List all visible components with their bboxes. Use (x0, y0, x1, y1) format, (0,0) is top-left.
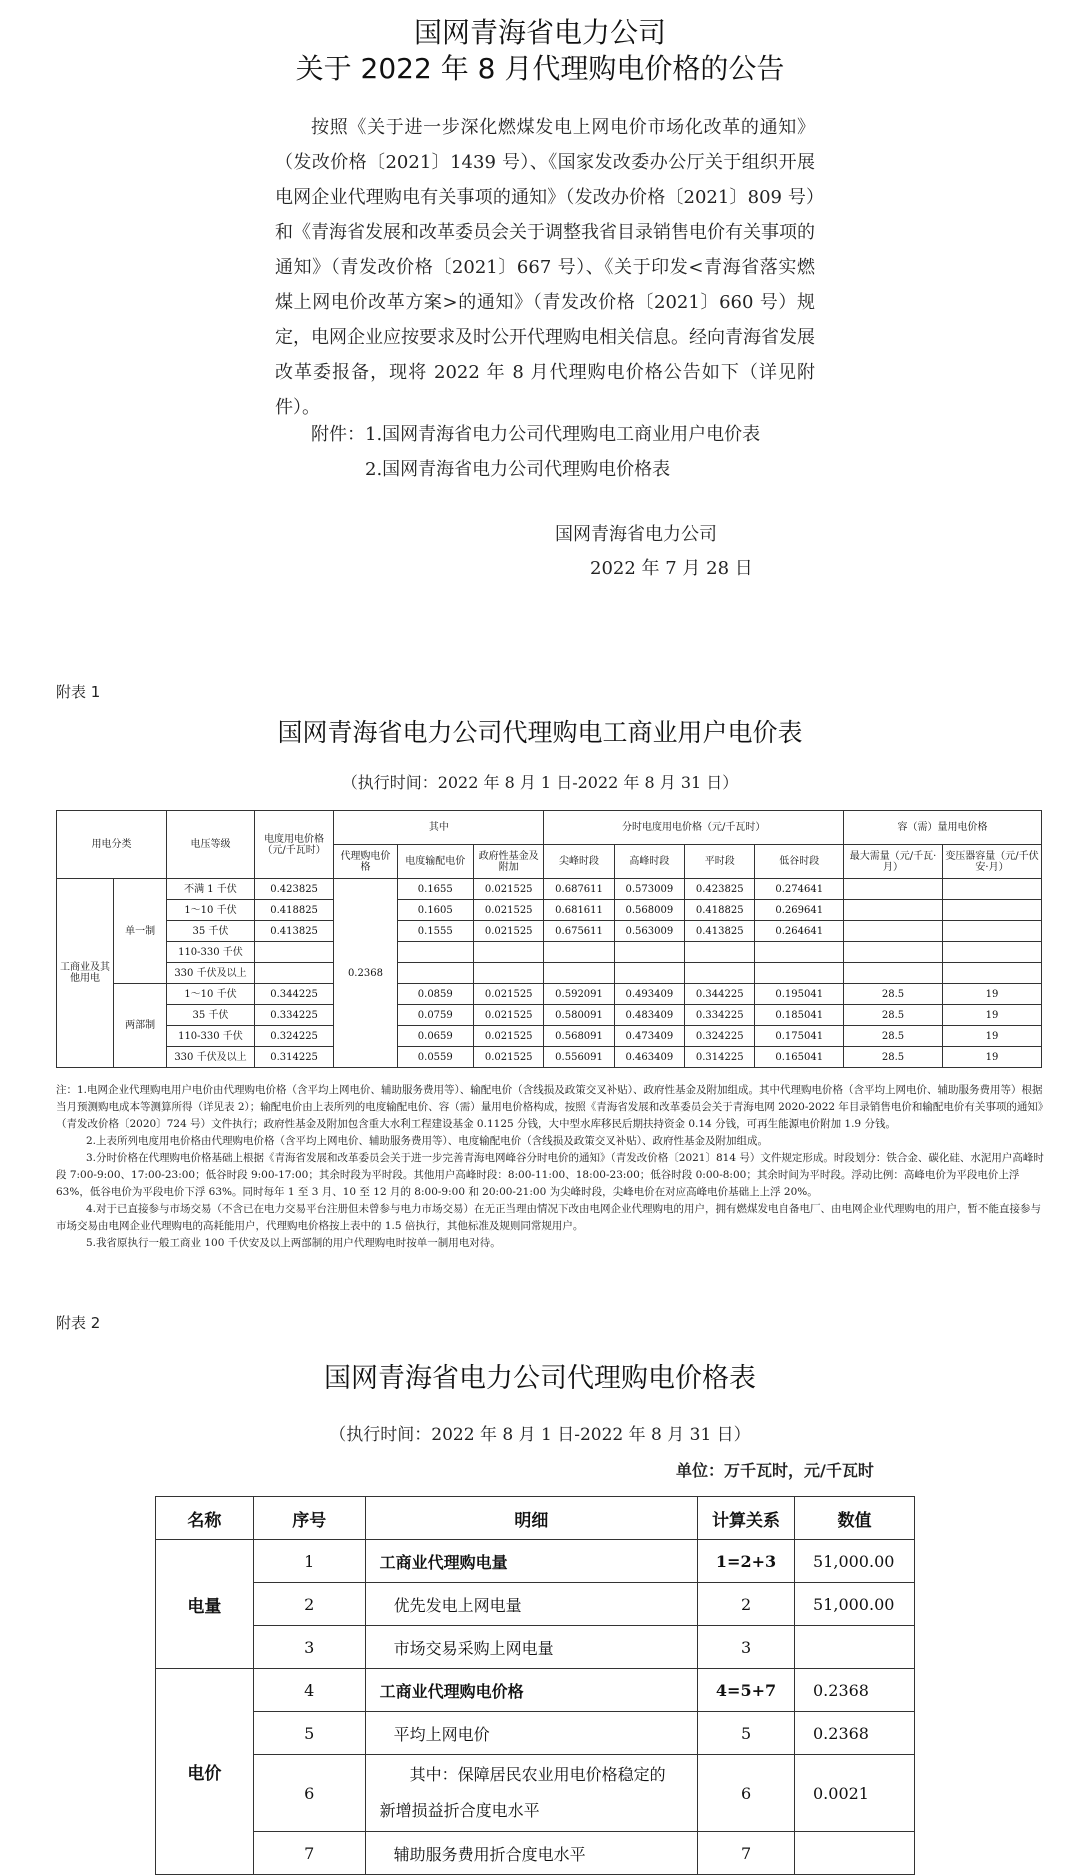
table2-unit: 单位：万千瓦时，元/千瓦时 (676, 1461, 874, 1480)
notice-body-paragraph: 按照《关于进一步深化燃煤发电上网电价市场化改革的通知》（发改价格〔2021〕1439 号）、《国家发改委办公厅关于组织开展电网企业代理购电有关事项的通知》（发改办价格〔2021〕809 号）和《青海省发展和改革委员会关于调整我省目录销售电价有关事项的通知》（青发改价格〔2021〕667 号）、《关于印发<青海省落实燃煤上网电价改革方案>的通知》（青发改价格〔2021〕660 号）规定，电网企业应按要求及时公开代理购电相关信息。经向青海省发展改革委报备，现将 2022 年 8 月代理购电价格公告如下（详见附件）。 (275, 117, 815, 418)
detail-line-2: 新增损益折合度电水平 (379, 1801, 540, 1820)
table-row (156, 1712, 915, 1755)
peak-cell: 0.573009 (614, 879, 684, 900)
seq-cell: 5 (253, 1712, 365, 1755)
valley-cell (755, 963, 844, 984)
table1-label: 附表 1 (56, 683, 101, 701)
table-row (156, 1832, 915, 1875)
demand-cell: 28.5 (844, 1047, 943, 1068)
valley-cell: 0.274641 (755, 879, 844, 900)
sharp-cell: 0.675611 (544, 921, 614, 942)
table1-notes (56, 1082, 1046, 1252)
demand-cell: 28.5 (844, 984, 943, 1005)
transformer-cell (943, 921, 1042, 942)
detail-cell: 优先发电上网电量 (365, 1583, 697, 1626)
price-cell: 0.413825 (254, 921, 334, 942)
fund-cell: 0.021525 (474, 984, 544, 1005)
peak-cell: 0.493409 (614, 984, 684, 1005)
transmission-cell: 0.1605 (397, 900, 473, 921)
header-agency-price: 代理购电价格 (334, 845, 397, 879)
note-1: 注：1.电网企业代理购电用户电价由代理购电价格（含平均上网电价、辅助服务费用等）、输配电价（含线损及政策交叉补贴）、政府性基金及附加组成。其中代理购电价格（含平均上网电价、辅助服务费用等）根据当月预测购电成本等测算所得（详见表 2）；输配电价由上表所列的电度输配电价、容（需）量用电价格构成，按照《青海省发展和改革委员会关于青海电网 2020-2022 年目录销售电价和输配电价有关事项的通知》（青发改价格〔2020〕724 号）文件执行；政府性基金及附加包含重大水利工程建设基金 0.1125 分钱，大中型水库移民后期扶持资金 0.14 分钱，可再生能源电价附加 1.9 分钱。 (56, 1084, 1044, 1130)
transformer-cell (943, 963, 1042, 984)
table2-price-table (155, 1496, 915, 1875)
header-among: 其中 (334, 811, 544, 845)
table-row (57, 1047, 1042, 1068)
table2-title: 国网青海省电力公司代理购电价格表 (324, 1363, 756, 1394)
fund-cell (474, 963, 544, 984)
flat-cell: 0.418825 (685, 900, 755, 921)
table2-label: 附表 2 (56, 1314, 101, 1332)
value-cell: 0.2368 (795, 1669, 915, 1712)
voltage-cell: 1～10 千伏 (167, 900, 255, 921)
detail-cell: 市场交易采购上网电量 (365, 1626, 697, 1669)
price-cell (254, 963, 334, 984)
fund-cell: 0.021525 (474, 1026, 544, 1047)
transmission-cell: 0.0859 (397, 984, 473, 1005)
voltage-cell: 1～10 千伏 (167, 984, 255, 1005)
header-peak: 高峰时段 (614, 845, 684, 879)
table1-title: 国网青海省电力公司代理购电工商业用户电价表 (277, 718, 803, 747)
transformer-cell: 19 (943, 1047, 1042, 1068)
flat-cell: 0.423825 (685, 879, 755, 900)
calc-cell: 3 (698, 1626, 795, 1669)
flat-cell (685, 942, 755, 963)
table-row (156, 1583, 915, 1626)
table1-period: （执行时间：2022 年 8 月 1 日-2022 年 8 月 31 日） (341, 773, 739, 792)
transformer-cell: 19 (943, 1026, 1042, 1047)
valley-cell: 0.175041 (755, 1026, 844, 1047)
header-name: 名称 (156, 1497, 254, 1540)
sharp-cell (544, 942, 614, 963)
table-row (57, 1026, 1042, 1047)
header-fund: 政府性基金及附加 (474, 845, 544, 879)
sharp-cell (544, 963, 614, 984)
transformer-cell (943, 879, 1042, 900)
flat-cell: 0.334225 (685, 1005, 755, 1026)
detail-cell: 工商业代理购电量 (365, 1540, 697, 1583)
flat-cell: 0.324225 (685, 1026, 755, 1047)
peak-cell: 0.568009 (614, 900, 684, 921)
transformer-cell: 19 (943, 1005, 1042, 1026)
voltage-cell: 35 千伏 (167, 1005, 255, 1026)
calc-cell: 2 (698, 1583, 795, 1626)
sharp-cell: 0.568091 (544, 1026, 614, 1047)
sharp-cell: 0.556091 (544, 1047, 614, 1068)
price-cell: 0.344225 (254, 984, 334, 1005)
transmission-cell: 0.0559 (397, 1047, 473, 1068)
transmission-cell: 0.1655 (397, 879, 473, 900)
signature-org: 国网青海省电力公司 (555, 524, 717, 545)
demand-cell (844, 900, 943, 921)
transformer-cell: 19 (943, 984, 1042, 1005)
calc-cell: 6 (698, 1755, 795, 1832)
note-2: 2.上表所列电度用电价格由代理购电价格（含平均上网电价、辅助服务费用等）、电度输配电价（含线损及政策交叉补贴）、政府性基金及附加组成。 (86, 1135, 769, 1147)
transmission-cell: 0.1555 (397, 921, 473, 942)
transmission-cell: 0.0759 (397, 1005, 473, 1026)
detail-cell (365, 1755, 697, 1832)
sharp-cell: 0.687611 (544, 879, 614, 900)
peak-cell (614, 963, 684, 984)
flat-cell (685, 963, 755, 984)
value-cell (795, 1626, 915, 1669)
demand-cell (844, 963, 943, 984)
header-value: 数值 (795, 1497, 915, 1540)
demand-cell (844, 942, 943, 963)
fund-cell: 0.021525 (474, 921, 544, 942)
detail-cell: 工商业代理购电价格 (365, 1669, 697, 1712)
seq-cell: 2 (253, 1583, 365, 1626)
sharp-cell: 0.580091 (544, 1005, 614, 1026)
table-row (57, 942, 1042, 963)
flat-cell: 0.413825 (685, 921, 755, 942)
header-energy-price: 电度用电价格（元/千瓦时） (254, 811, 334, 879)
seq-cell: 6 (253, 1755, 365, 1832)
detail-line-1: 其中：保障居民农业用电价格稳定的 (409, 1765, 666, 1784)
header-calc: 计算关系 (698, 1497, 795, 1540)
agency-price-cell: 0.2368 (334, 879, 397, 1068)
seq-cell: 7 (253, 1832, 365, 1875)
calc-cell: 5 (698, 1712, 795, 1755)
voltage-cell: 35 千伏 (167, 921, 255, 942)
header-seq: 序号 (253, 1497, 365, 1540)
table-row (57, 984, 1042, 1005)
header-capacity: 容（需）量用电价格 (844, 811, 1042, 845)
seq-cell: 3 (253, 1626, 365, 1669)
peak-cell: 0.563009 (614, 921, 684, 942)
detail-cell: 平均上网电价 (365, 1712, 697, 1755)
detail-cell: 辅助服务费用折合度电水平 (365, 1832, 697, 1875)
valley-cell: 0.269641 (755, 900, 844, 921)
sharp-cell: 0.681611 (544, 900, 614, 921)
demand-cell (844, 921, 943, 942)
calc-cell: 1=2+3 (698, 1540, 795, 1583)
voltage-cell: 330 千伏及以上 (167, 1047, 255, 1068)
peak-cell: 0.463409 (614, 1047, 684, 1068)
signature-date: 2022 年 7 月 28 日 (590, 558, 753, 579)
group-price-cell: 电价 (156, 1669, 254, 1875)
table2-period: （执行时间：2022 年 8 月 1 日-2022 年 8 月 31 日） (329, 1425, 751, 1445)
peak-cell: 0.483409 (614, 1005, 684, 1026)
price-cell: 0.334225 (254, 1005, 334, 1026)
fund-cell: 0.021525 (474, 879, 544, 900)
value-cell: 51,000.00 (795, 1540, 915, 1583)
value-cell: 0.2368 (795, 1712, 915, 1755)
notice-title-line1: 国网青海省电力公司 (413, 16, 666, 49)
table-row (156, 1626, 915, 1669)
transmission-cell (397, 942, 473, 963)
note-4: 4.对于已直接参与市场交易（不含已在电力交易平台注册但未曾参与电力市场交易）在无正当理由情况下改由电网企业代理购电的用户，拥有燃煤发电自备电厂、由电网企业代理购电的用户，暂不能直接参与市场交易由电网企业代理购电的高耗能用户，代理购电价格按上表中的 1.5 倍执行，其他标准及规则同常规用户。 (56, 1203, 1042, 1232)
category-cell: 工商业及其他用电 (57, 879, 114, 1068)
voltage-cell: 110-330 千伏 (167, 1026, 255, 1047)
peak-cell (614, 942, 684, 963)
voltage-cell: 110-330 千伏 (167, 942, 255, 963)
header-transmission: 电度输配电价 (397, 845, 473, 879)
calc-cell: 4=5+7 (698, 1669, 795, 1712)
transformer-cell (943, 900, 1042, 921)
table-row (57, 900, 1042, 921)
transmission-cell (397, 963, 473, 984)
table-row (57, 963, 1042, 984)
table-row (156, 1755, 915, 1832)
calc-cell: 7 (698, 1832, 795, 1875)
group-energy-cell: 电量 (156, 1540, 254, 1669)
header-voltage: 电压等级 (167, 811, 255, 879)
attachment-line-2: 2.国网青海省电力公司代理购电价格表 (365, 459, 671, 480)
price-cell: 0.314225 (254, 1047, 334, 1068)
price-cell: 0.418825 (254, 900, 334, 921)
valley-cell: 0.195041 (755, 984, 844, 1005)
peak-cell: 0.473409 (614, 1026, 684, 1047)
value-cell: 0.0021 (795, 1755, 915, 1832)
price-cell: 0.423825 (254, 879, 334, 900)
table-row (57, 879, 1042, 900)
transformer-cell (943, 942, 1042, 963)
price-cell (254, 942, 334, 963)
demand-cell (844, 879, 943, 900)
header-max-demand: 最大需量（元/千瓦·月） (844, 845, 943, 879)
header-valley: 低谷时段 (755, 845, 844, 879)
value-cell: 51,000.00 (795, 1583, 915, 1626)
valley-cell: 0.185041 (755, 1005, 844, 1026)
fund-cell: 0.021525 (474, 1005, 544, 1026)
flat-cell: 0.314225 (685, 1047, 755, 1068)
fund-cell (474, 942, 544, 963)
voltage-cell: 330 千伏及以上 (167, 963, 255, 984)
note-3: 3.分时价格在代理购电价格基础上根据《青海省发展和改革委员会关于进一步完善青海电网峰谷分时电价的通知》（青发改价格〔2021〕814 号）文件规定形成。时段划分：铁合金、碳化硅、水泥用户高峰时段 7:00-9:00、17:00-23:00；低谷时段 9:00-17:00；其余时段为平时段。其他用户高峰时段：8:00-11:00、18:00-23:00；低谷时段 0:00-8:00；其余时间为平时段。浮动比例：高峰电价为平段电价上浮 63%，低谷电价为平段电价下浮 63%。同时每年 1 至 3 月、10 至 12 月的 8:00-9:00 和 20:00-21:00 为尖峰时段，尖峰电价在对应高峰电价基础上上浮 20%。 (56, 1152, 1044, 1198)
demand-cell: 28.5 (844, 1005, 943, 1026)
notice-title-line2: 关于 2022 年 8 月代理购电价格的公告 (295, 52, 785, 85)
valley-cell: 0.165041 (755, 1047, 844, 1068)
notice-body (275, 110, 815, 425)
seq-cell: 1 (253, 1540, 365, 1583)
sharp-cell: 0.592091 (544, 984, 614, 1005)
table-row (156, 1540, 915, 1583)
demand-cell: 28.5 (844, 1026, 943, 1047)
note-5: 5.我省原执行一般工商业 100 千伏安及以上两部制的用户代理购电时按单一制用电对待。 (86, 1237, 501, 1249)
dual-rate-cell: 两部制 (114, 984, 167, 1068)
value-cell (795, 1832, 915, 1875)
fund-cell: 0.021525 (474, 900, 544, 921)
header-peak-sharp: 尖峰时段 (544, 845, 614, 879)
header-detail: 明细 (365, 1497, 697, 1540)
valley-cell: 0.264641 (755, 921, 844, 942)
fund-cell: 0.021525 (474, 1047, 544, 1068)
header-transformer: 变压器容量（元/千伏安·月） (943, 845, 1042, 879)
valley-cell (755, 942, 844, 963)
table1-price-table (56, 810, 1042, 1068)
seq-cell: 4 (253, 1669, 365, 1712)
table-row (156, 1669, 915, 1712)
header-tou: 分时电度用电价格（元/千瓦时） (544, 811, 844, 845)
table-row (57, 1005, 1042, 1026)
single-rate-cell: 单一制 (114, 879, 167, 984)
attachment-line-1: 附件：1.国网青海省电力公司代理购电工商业用户电价表 (311, 424, 761, 445)
header-flat: 平时段 (685, 845, 755, 879)
transmission-cell: 0.0659 (397, 1026, 473, 1047)
header-category: 用电分类 (57, 811, 167, 879)
flat-cell: 0.344225 (685, 984, 755, 1005)
price-cell: 0.324225 (254, 1026, 334, 1047)
voltage-cell: 不满 1 千伏 (167, 879, 255, 900)
table-row (57, 921, 1042, 942)
